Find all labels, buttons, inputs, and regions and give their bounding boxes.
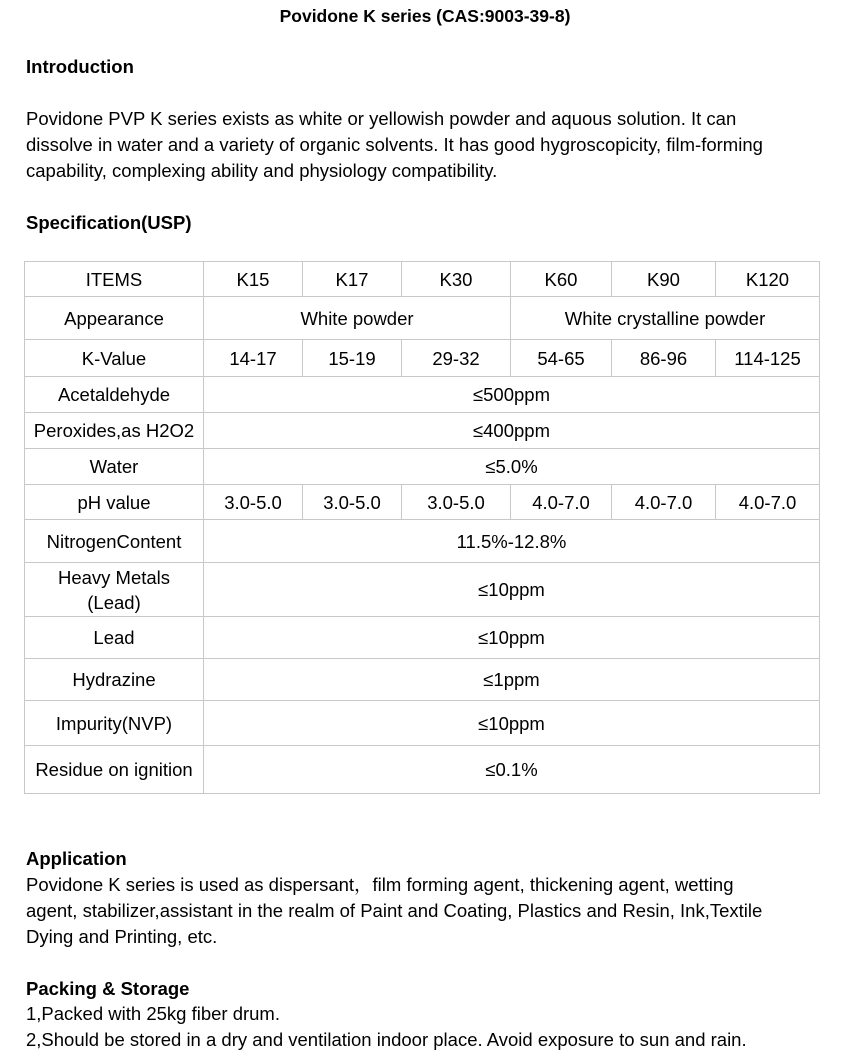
row-label: Peroxides,as H2O2 [25, 413, 204, 449]
table-cell: ≤10ppm [204, 617, 820, 659]
table-cell: 14-17 [204, 340, 303, 377]
table-cell: 4.0-7.0 [612, 485, 716, 520]
row-label: Acetaldehyde [25, 377, 204, 413]
table-row-nitrogen [25, 520, 820, 563]
specification-heading: Specification(USP) [26, 212, 192, 233]
row-label: Appearance [25, 297, 204, 340]
table-row-acetaldehyde [25, 377, 820, 413]
header-cell-k30: K30 [402, 262, 511, 297]
table-row-lead [25, 617, 820, 659]
table-cell: White crystalline powder [511, 297, 820, 340]
introduction-line: capability, complexing ability and physiology compatibility. [26, 160, 498, 181]
table-cell: 3.0-5.0 [204, 485, 303, 520]
row-label [25, 563, 204, 617]
header-cell-items: ITEMS [25, 262, 204, 297]
row-label-line: (Lead) [87, 591, 141, 613]
table-row-heavy-metals [25, 563, 820, 617]
application-line: Dying and Printing, etc. [26, 926, 218, 947]
row-label: Impurity(NVP) [25, 701, 204, 746]
row-label: Lead [25, 617, 204, 659]
introduction-line: dissolve in water and a variety of organic solvents. It has good hygroscopicity, film-forming [26, 134, 763, 155]
table-row-peroxides [25, 413, 820, 449]
packing-heading: Packing & Storage [26, 978, 190, 999]
specification-table [24, 261, 820, 794]
application-paragraph [26, 872, 841, 950]
table-cell: ≤5.0% [204, 449, 820, 485]
row-label-line: Heavy Metals [57, 566, 171, 588]
table-cell: 86-96 [612, 340, 716, 377]
application-line: agent, stabilizer,assistant in the realm of Paint and Coating, Plastics and Resin, Ink,Textile [26, 900, 763, 921]
packing-line: 1,Packed with 25kg fiber drum. [26, 1003, 280, 1024]
table-cell: 3.0-5.0 [303, 485, 402, 520]
table-row-impurity [25, 701, 820, 746]
document-title: Povidone K series (CAS:9003-39-8) [279, 6, 571, 26]
table-cell: 11.5%-12.8% [204, 520, 820, 563]
table-cell: ≤1ppm [204, 659, 820, 701]
table-cell: 29-32 [402, 340, 511, 377]
table-cell: 4.0-7.0 [716, 485, 820, 520]
table-cell: 54-65 [511, 340, 612, 377]
application-line: Povidone K series is used as dispersant，film forming agent, thickening agent, wetting [26, 874, 734, 895]
row-label: Hydrazine [25, 659, 204, 701]
row-label: Water [25, 449, 204, 485]
header-cell-k17: K17 [303, 262, 402, 297]
table-row-hydrazine [25, 659, 820, 701]
introduction-line: Povidone PVP K series exists as white or yellowish powder and aquous solution. It can [26, 108, 737, 129]
table-cell: ≤400ppm [204, 413, 820, 449]
table-cell: ≤0.1% [204, 746, 820, 794]
packing-paragraph [26, 1001, 841, 1053]
table-row-k-value [25, 340, 820, 377]
table-row-ph [25, 485, 820, 520]
table-cell: 3.0-5.0 [402, 485, 511, 520]
packing-line: 2,Should be stored in a dry and ventilation indoor place. Avoid exposure to sun and rain. [26, 1029, 747, 1050]
table-row-residue [25, 746, 820, 794]
introduction-paragraph [26, 106, 841, 184]
table-cell: 15-19 [303, 340, 402, 377]
table-cell: ≤10ppm [204, 563, 820, 617]
row-label: K-Value [25, 340, 204, 377]
row-label: NitrogenContent [25, 520, 204, 563]
row-label: pH value [25, 485, 204, 520]
header-cell-k120: K120 [716, 262, 820, 297]
header-cell-k60: K60 [511, 262, 612, 297]
header-cell-k90: K90 [612, 262, 716, 297]
table-header-row [25, 262, 820, 297]
table-cell: White powder [204, 297, 511, 340]
table-cell: ≤10ppm [204, 701, 820, 746]
row-label: Residue on ignition [25, 746, 204, 794]
table-cell: ≤500ppm [204, 377, 820, 413]
table-row-water [25, 449, 820, 485]
header-cell-k15: K15 [204, 262, 303, 297]
introduction-heading: Introduction [26, 56, 134, 77]
table-row-appearance [25, 297, 820, 340]
table-cell: 114-125 [716, 340, 820, 377]
application-heading: Application [26, 848, 127, 869]
table-cell: 4.0-7.0 [511, 485, 612, 520]
